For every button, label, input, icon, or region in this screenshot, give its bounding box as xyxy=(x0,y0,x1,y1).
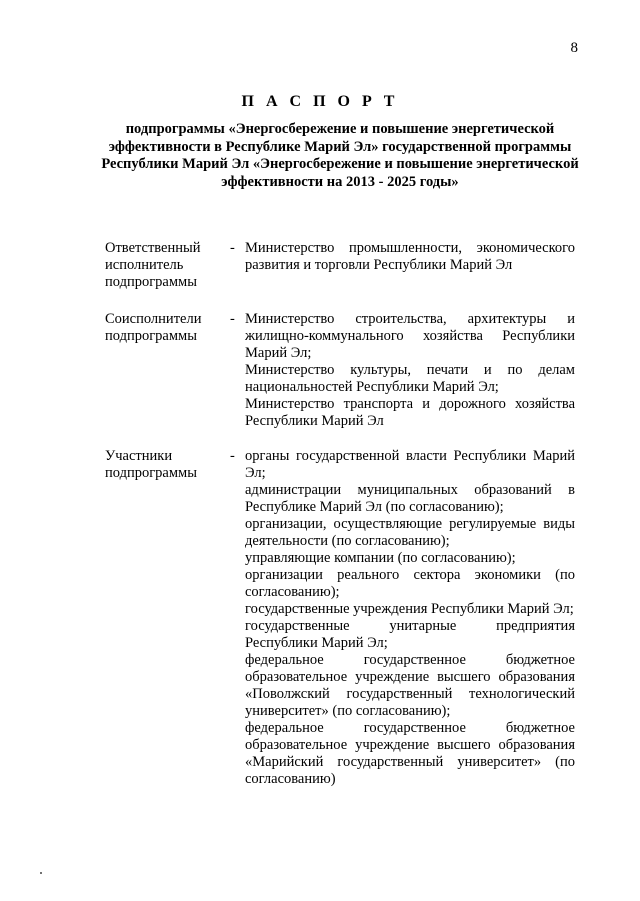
list-item: организации, осуществляющие регулируемые виды деятельности (по согласованию); xyxy=(245,516,575,549)
section-label: Участники подпрограммы xyxy=(105,448,197,481)
list-item: администрации муниципальных образований в Республике Марий Эл (по согласованию); xyxy=(245,482,575,515)
section-dash: - xyxy=(230,311,235,327)
list-item: Министерство транспорта и дорожного хозяйства Республики Марий Эл xyxy=(245,396,575,429)
section-label: Соисполнители подпрограммы xyxy=(105,311,202,344)
list-item: Министерство культуры, печати и по делам национальностей Республики Марий Эл; xyxy=(245,362,575,395)
list-item: управляющие компании (по согласованию); xyxy=(245,550,516,566)
list-item: федеральное государственное бюджетное образовательное учреждение высшего образования «Марийский государственный университет» (по согласованию) xyxy=(245,720,575,787)
list-item: Министерство промышленности, экономического развития и торговли Республики Марий Эл xyxy=(245,240,575,273)
section-dash: - xyxy=(230,240,235,256)
list-item: государственные унитарные предприятия Республики Марий Эл; xyxy=(245,618,575,651)
document-heading: П А С П О Р Т xyxy=(241,93,399,110)
list-item: государственные учреждения Республики Марий Эл; xyxy=(245,601,574,617)
list-item: органы государственной власти Республики Марий Эл; xyxy=(245,448,575,481)
page-number: 8 xyxy=(570,40,578,56)
list-item: организации реального сектора экономики (по согласованию); xyxy=(245,567,575,600)
section-content xyxy=(245,240,575,274)
section-content xyxy=(245,311,575,430)
section-label: Ответственный исполнитель подпрограммы xyxy=(105,240,201,290)
list-item: федеральное государственное бюджетное образовательное учреждение высшего образования «Поволжский государственный технологический университет» (по согласованию); xyxy=(245,652,575,719)
list-item: Министерство строительства, архитектуры и жилищно-коммунального хозяйства Республики Марий Эл; xyxy=(245,311,575,361)
section-dash: - xyxy=(230,448,235,464)
section-content xyxy=(245,448,575,788)
scan-dot xyxy=(40,872,42,874)
document-subtitle: подпрограммы «Энергосбережение и повышение энергетической эффективности в Республике Марий Эл» государственной программы Республики Марий Эл «Энергосбережение и повышение энергетической эффективности на 2013 - 2025 годы» xyxy=(101,121,579,190)
